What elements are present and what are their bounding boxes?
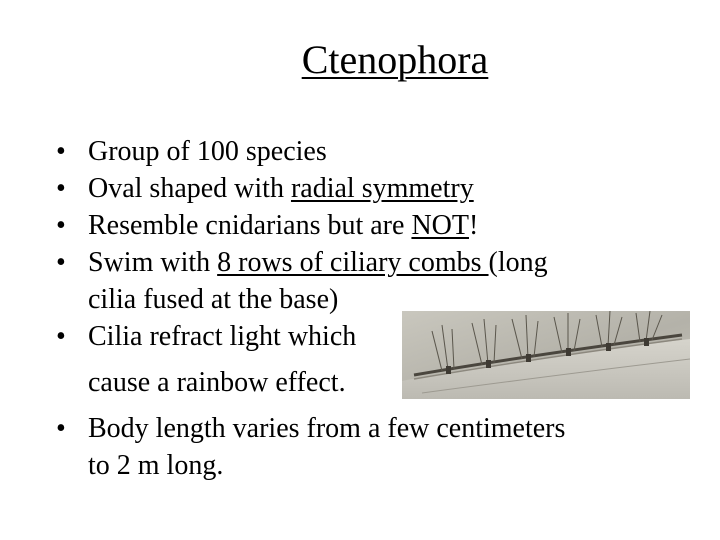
ctenophore-comb-row-photo [402,311,690,399]
bullet-item [56,410,696,484]
bullet-text-continuation: to 2 m long. [88,450,224,481]
underlined-term: 8 rows of ciliary combs [217,247,489,278]
bullet-item [56,207,696,244]
slide-title: Ctenophora [301,37,489,82]
bullet-text: (long [488,247,548,278]
bullet-text-continuation: cause a rainbow effect. [88,367,346,398]
bullet-text: Swim with [88,247,218,278]
bullet-text: • Cilia refract light which [88,321,357,352]
bullet-item [56,133,696,170]
bullet-text: Resemble cnidarians but are [88,210,412,241]
underlined-term: radial symmetry [290,173,474,204]
underlined-term: NOT [411,210,469,241]
bullet-text-continuation: cilia fused at the base) [88,284,339,315]
bullet-item [56,170,696,207]
bullet-text: Oval shaped with [88,173,291,204]
bullet-list [56,133,696,484]
bullet-text: • Group of 100 species [88,136,327,167]
bullet-item [56,244,696,318]
bullet-text: ! [468,210,479,241]
bullet-text: • Body length varies from a few centimeters [88,413,566,444]
